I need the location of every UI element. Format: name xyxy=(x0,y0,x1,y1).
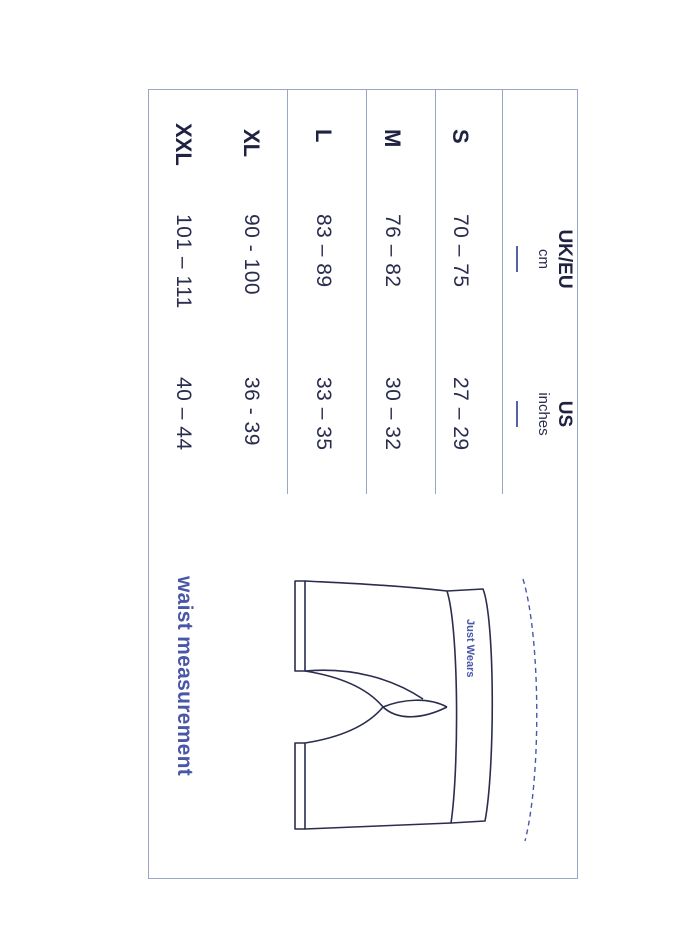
us-unit: inches xyxy=(535,392,552,436)
row-divider xyxy=(502,89,503,494)
boxer-brief-illustration xyxy=(263,559,543,859)
row-divider xyxy=(287,89,288,494)
us-value: 40 – 44 xyxy=(172,377,195,451)
size-chart-rotated xyxy=(148,89,578,879)
uk-eu-underline xyxy=(516,246,518,272)
us-underline xyxy=(516,401,518,427)
uk-eu-value: 76 – 82 xyxy=(381,214,404,288)
us-value: 30 – 32 xyxy=(381,377,404,451)
uk-eu-unit: cm xyxy=(535,249,552,269)
brief-body-outline xyxy=(305,581,451,829)
us-value: 27 – 29 xyxy=(449,377,472,451)
size-label: L xyxy=(311,129,336,143)
uk-eu-value: 83 – 89 xyxy=(312,214,335,288)
pouch-seam xyxy=(383,700,447,717)
uk-eu-value: 70 – 75 xyxy=(449,214,472,288)
left-leg-hem xyxy=(295,581,305,671)
uk-eu-value: 101 – 111 xyxy=(172,214,195,309)
size-label: M xyxy=(380,129,405,148)
row-divider xyxy=(435,89,436,494)
size-label: S xyxy=(448,129,473,144)
us-value: 33 – 35 xyxy=(312,377,335,451)
waist-measurement-caption: waist measurement xyxy=(173,576,196,777)
size-label: XL xyxy=(239,129,264,158)
size-label: XXL xyxy=(171,123,196,166)
right-leg-hem xyxy=(295,743,305,829)
brand-label: Just Wears xyxy=(464,619,476,678)
waist-measurement-guide-icon xyxy=(523,579,537,841)
uk-eu-header: UK/EU xyxy=(554,229,575,289)
uk-eu-value: 90 - 100 xyxy=(240,214,263,296)
row-divider xyxy=(366,89,367,494)
us-header: US xyxy=(554,400,575,428)
us-value: 36 - 39 xyxy=(240,377,263,446)
